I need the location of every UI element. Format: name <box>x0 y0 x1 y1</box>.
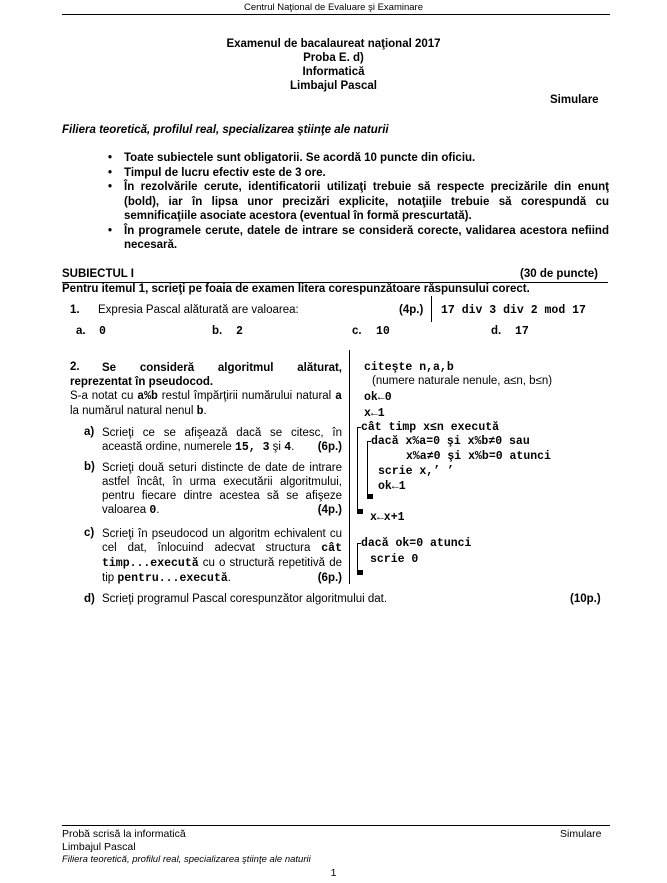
exam-language: Limbajul Pascal <box>290 80 377 92</box>
footer-left2: Limbajul Pascal <box>62 841 136 853</box>
exam-subject: Informatică <box>302 66 365 78</box>
b-zero: 0 <box>149 504 157 517</box>
option-value: 0 <box>99 325 106 338</box>
if-bracket <box>367 441 368 498</box>
item2-number: 2. <box>70 361 80 373</box>
item2-c-text <box>102 527 342 586</box>
while-bracket <box>357 427 358 513</box>
footer-left3: Filiera teoretică, profilul real, specializarea ştiinţe ale naturii <box>62 854 311 865</box>
c-struct2: pentru...execută <box>117 572 228 585</box>
pc-if1: dacă x%a=0 şi x%b≠0 sau <box>371 435 530 448</box>
pseudocode-divider <box>349 350 350 584</box>
instruction-item: • Timpul de lucru efectiv este de 3 ore. <box>104 166 609 181</box>
note-text: . <box>203 405 207 417</box>
pc-comment: (numere naturale nenule, a≤n, b≤n) <box>372 375 553 387</box>
option-letter: d. <box>491 325 502 337</box>
c-text: . <box>227 572 231 584</box>
item2-b-letter: b) <box>84 461 95 473</box>
item1-divider <box>431 296 432 322</box>
b-text: . <box>156 504 160 516</box>
item2-b-points: (4p.) <box>317 504 342 516</box>
pc-if1-cont: x%a≠0 şi x%b=0 atunci <box>406 450 551 463</box>
subject-title: SUBIECTUL I <box>62 268 134 280</box>
if2-end-marker <box>357 570 363 575</box>
instruction-item: • În rezolvările cerute, identificatorii utilizaţi trebuie să respecte precizările din enunţ (bold), iar în lipsa unor precizări explicite, notaţiile trebuie să corespundă cu semnificaţiile asociate acestora (eventual în formă prescurtată). <box>104 180 609 224</box>
pc-ok-set: ok←1 <box>378 480 406 493</box>
footer-left1: Probă scrisă la informatică <box>62 828 186 840</box>
instruction-item: • Toate subiectele sunt obligatorii. Se acordă 10 puncte din oficiu. <box>104 151 609 166</box>
pc-write: scrie x,’ ’ <box>378 465 454 478</box>
header-rule <box>62 14 610 15</box>
filiera-line: Filiera teoretică, profilul real, specializarea ştiinţe ale naturii <box>62 124 389 136</box>
item2-d-points: (10p.) <box>570 593 601 605</box>
note-text: S-a notat cu <box>70 390 138 402</box>
item2-d-text: Scrieţi programul Pascal corespunzător algoritmului dat. <box>102 593 388 605</box>
item2-c-points: (6p.) <box>317 572 342 584</box>
simulation-tag: Simulare <box>550 94 599 106</box>
c-text: cu o structură repetitivă de tip <box>102 557 342 584</box>
header-org: Centrul Naţional de Evaluare şi Examinare <box>243 2 423 13</box>
item2-head: Se consideră algoritmul alăturat, reprezentat în pseudocod. <box>70 362 342 388</box>
item2-a-letter: a) <box>84 426 95 438</box>
instructions <box>104 151 609 253</box>
pc-read: citeşte n,a,b <box>364 361 454 374</box>
item1-text: Expresia Pascal alăturată are valoarea: <box>98 304 299 316</box>
if-end-marker <box>367 494 373 499</box>
a-text: . <box>291 441 295 453</box>
item2-a-points: (6p.) <box>317 441 342 453</box>
item2-c-letter: c) <box>84 527 95 539</box>
item2-d-letter: d) <box>84 593 95 605</box>
page-number: 1 <box>330 867 337 879</box>
exam-proba: Proba E. d) <box>303 52 364 64</box>
while-end-marker <box>357 509 363 514</box>
option-value: 17 <box>515 325 529 338</box>
item1-number: 1. <box>70 304 80 316</box>
b-text: Scrieţi două seturi distincte de date de intrare astfel încât, în urma executării algoritmului, pentru fiecare dintre acestea să se afişeze valoarea <box>102 462 342 516</box>
c-text: Scrieţi în pseudocod un algoritm echivalent cu cel dat, înlocuind adecvat structura <box>102 528 342 554</box>
option-value: 2 <box>236 325 243 338</box>
item1-expression: 17 div 3 div 2 mod 17 <box>441 304 586 317</box>
a-text: şi <box>269 441 285 453</box>
note-var-b: b <box>196 405 204 418</box>
note-text: restul împărţirii numărului natural <box>157 390 336 402</box>
note-text: la numărul natural nenul <box>70 405 197 417</box>
a-last: 4 <box>284 441 292 454</box>
exam-title: Examenul de bacalaureat naţional 2017 <box>226 38 441 50</box>
footer-right: Simulare <box>560 828 602 840</box>
c-struct1: cât timp...execută <box>102 542 342 570</box>
subject-intro: Pentru itemul 1, scrieţi pe foaia de examen litera corespunzătoare răspunsului corect. <box>62 283 530 295</box>
item2-b-text <box>102 461 342 518</box>
pc-x-init: x←1 <box>364 407 385 420</box>
option-value: 10 <box>376 325 390 338</box>
footer-rule <box>62 825 610 826</box>
note-code: a%b <box>137 390 158 403</box>
pc-write-zero: scrie 0 <box>370 553 419 566</box>
a-numbers: 15, 3 <box>234 441 270 454</box>
instruction-item: • În programele cerute, datele de intrare se consideră corecte, validarea acestora nefiind necesară. <box>104 224 609 253</box>
subject-points: (30 de puncte) <box>520 268 598 280</box>
pc-if2: dacă ok=0 atunci <box>361 537 472 550</box>
pc-ok-init: ok←0 <box>364 391 392 404</box>
pc-while: cât timp x≤n execută <box>361 421 500 434</box>
option-letter: b. <box>212 325 223 337</box>
note-var-a: a <box>335 390 342 403</box>
pc-x-inc: x←x+1 <box>370 511 405 524</box>
option-letter: c. <box>352 325 362 337</box>
item2-note <box>70 389 342 419</box>
item1-points: (4p.) <box>399 304 424 316</box>
a-text: Scrieţi ce se afişează dacă se citesc, în această ordine, numerele <box>102 427 342 453</box>
item2-a-text <box>102 426 342 455</box>
option-letter: a. <box>76 325 86 337</box>
